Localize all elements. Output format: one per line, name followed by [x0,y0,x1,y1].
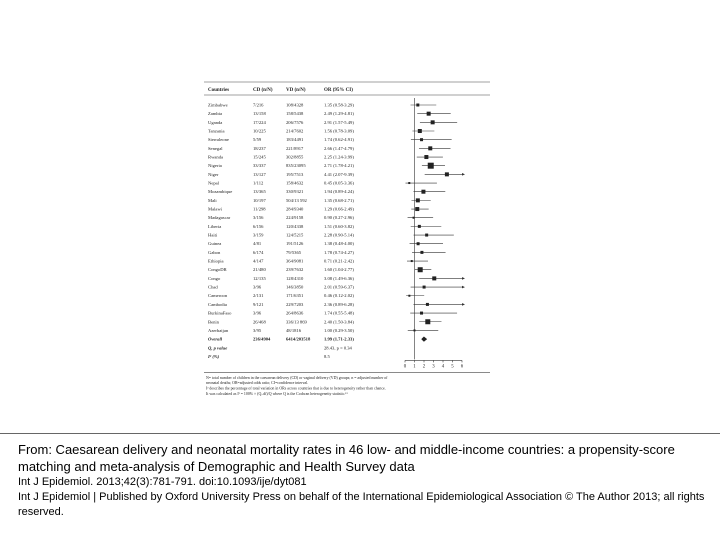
country-label: Senegal [208,145,223,151]
country-label: Congo [208,275,221,281]
i2-stat-label: I² (%) [208,353,220,359]
or-value: 1.38 (0.48-4.00) [324,241,354,247]
cd-value: 21/480 [253,267,266,273]
point-estimate [414,329,416,331]
cd-value: 7/216 [253,102,264,108]
or-value: 0.46 (0.12-2.02) [324,293,354,299]
vd-value: 128/4310 [286,275,304,281]
point-estimate [408,182,410,184]
vd-value: 48/1816 [286,327,302,333]
cd-value: 3/156 [253,215,264,221]
country-label: Benin [208,319,219,325]
vd-value: 229/7203 [286,301,304,307]
q-stat-label: Q, p value [208,345,228,351]
vd-value: 206/7576 [286,119,304,125]
vd-value: 158/4632 [286,180,304,186]
point-estimate [416,198,420,202]
vd-value: 108/4328 [286,102,304,108]
overall-cd: 236/4904 [253,336,271,342]
or-value: 1.29 (0.66-2.49) [324,206,354,212]
vd-value: 146/3850 [286,284,304,290]
vd-value: 158/5438 [286,111,304,117]
vd-value: 264/8636 [286,310,304,316]
caption-citation: Int J Epidemiol. 2013;42(3):781-791. doi:10.1093/ije/dyt081 [18,476,307,488]
vd-value: 183/4491 [286,137,304,143]
vd-value: 195/7513 [286,171,304,177]
country-label: Azerbaijan [208,327,229,333]
or-value: 3.08 (1.49-6.36) [324,275,354,281]
point-estimate [418,129,422,133]
cd-value: 13/365 [253,189,266,195]
country-label: Cameroon [208,293,228,299]
footnote-line: N= total number of children in the caesarean delivery (CD) or vaginal delivery (VD) groups; n = adjusted number of [206,375,388,380]
country-label: CongoDR [208,267,227,273]
cd-value: 33/337 [253,163,266,169]
or-value: 2.66 (1.47-4.79) [324,145,354,151]
point-estimate [425,234,428,237]
or-value: 0.45 (0.05-3.36) [324,180,354,186]
or-value: 2.28 (0.90-5.14) [324,232,354,238]
or-value: 2.40 (1.50-3.84) [324,319,354,325]
vd-value: 239/7632 [286,267,304,273]
point-estimate [420,138,423,141]
country-label: Zambia [208,111,223,117]
i2-stat-value: 8.5 [324,353,330,359]
or-value: 2.01 (0.59-6.37) [324,284,354,290]
country-label: Uganda [208,119,223,125]
ci-arrow [462,173,465,176]
or-value: 1.78 (0.74-4.27) [324,249,354,255]
ci-arrow [462,277,465,280]
country-label: Gabon [208,249,221,255]
cd-value: 4/81 [253,241,262,247]
country-label: Zimbabwe [208,102,228,108]
point-estimate [431,120,435,124]
or-value: 1.51 (0.60-3.82) [324,223,354,229]
cd-value: 6/174 [253,249,264,255]
vd-value: 330/9321 [286,189,304,195]
header-countries: Countries [208,88,230,93]
vd-value: 171/6351 [286,293,304,299]
point-estimate [420,312,423,315]
vd-value: 124/5215 [286,232,304,238]
or-value: 2.71 (1.78-4.21) [324,163,354,169]
country-label: Madagascar [208,215,231,221]
cd-value: 10/197 [253,197,266,203]
forest-plot [200,78,490,430]
x-tick-label: 4 [441,364,445,370]
cd-value: 15/245 [253,154,266,160]
overall-vd: 6414/203518 [286,336,311,342]
point-estimate [445,172,449,176]
point-estimate [420,251,423,254]
x-tick-label: 0 [403,364,407,370]
cd-value: 6/156 [253,223,264,229]
cd-value: 13/158 [253,111,266,117]
point-estimate [427,112,431,116]
country-label: Guinea [208,241,222,247]
or-value: 2.36 (0.89-6.28) [324,301,354,307]
caption-title: From: Caesarean delivery and neonatal mortality rates in 46 low- and middle-income countries: a propensity-score matching and meta-analysis of Demographic and Health Survey data [18,442,675,474]
vd-value: 504/13 592 [286,197,307,203]
country-label: Malawi [208,206,223,212]
x-tick-label: 5 [451,364,454,370]
cd-value: 3/95 [253,327,262,333]
x-tick-label: 3 [432,364,435,370]
point-estimate [418,225,421,228]
header-cd: CD (n/N) [253,88,273,93]
vd-value: 284/9340 [286,206,304,212]
overall-diamond [421,336,427,341]
cd-value: 2/131 [253,293,264,299]
point-estimate [428,146,432,150]
country-label: Haiti [208,232,218,238]
overall-label: Overall [208,336,223,342]
country-label: Cambodia [208,301,227,307]
or-value: 1.56 (0.78-3.09) [324,128,354,134]
vd-value: 79/5365 [286,249,302,255]
point-estimate [411,260,413,262]
cd-value: 18/237 [253,145,266,151]
cd-value: 26/468 [253,319,266,325]
vd-value: 224/9158 [286,215,304,221]
footnote-line: neonatal deaths; OR=adjusted odds ratio; CI=confidence interval. [206,381,309,386]
point-estimate [408,295,410,297]
or-value: 1.60 (1.04-2.77) [324,267,354,273]
header-or: OR (95% CI) [324,88,353,93]
footnote-line: It was calculated as I² = 100% × (Q–df)/Q where Q is the Cochran heterogeneity statistic.¹⁹ [206,391,348,396]
or-value: 2.25 (1.24-3.99) [324,154,354,160]
caption-block [18,441,708,520]
cd-value: 3/96 [253,310,262,316]
overall-or: 1.99 (1.71-2.33) [324,336,354,342]
vd-value: 835/23095 [286,163,306,169]
point-estimate [417,242,420,245]
cd-value: 10/225 [253,128,266,134]
header-vd: VD (n/N) [286,88,306,93]
or-value: 2.91 (1.57-5.49) [324,119,354,125]
country-label: Niger [208,171,219,177]
ci-arrow [462,303,465,306]
caption-divider [0,433,720,434]
vd-value: 214/7602 [286,128,304,134]
country-label: BurkinaFaso [208,310,232,316]
vd-value: 302/8855 [286,154,304,160]
country-label: Mali [208,197,217,203]
cd-value: 5/59 [253,137,262,143]
or-value: 0.71 (0.21-2.42) [324,258,354,264]
point-estimate [415,207,419,211]
vd-value: 120/4338 [286,223,304,229]
point-estimate [426,303,429,306]
point-estimate [421,190,425,194]
cd-value: 3/159 [253,232,264,238]
forest-plot-figure [200,78,490,430]
x-tick-label: 2 [422,364,426,370]
vd-value: 221/8917 [286,145,304,151]
point-estimate [413,217,415,219]
point-estimate [428,163,434,169]
country-label: Tanzania [208,128,225,134]
country-label: Nepal [208,180,219,186]
or-value: 2.49 (1.29-4.81) [324,111,354,117]
vd-value: 364/9081 [286,258,304,264]
cd-value: 4/147 [253,258,264,264]
country-label: Nigeria [208,163,222,169]
vd-value: 191/5126 [286,241,304,247]
or-value: 1.35 (0.68-2.71) [324,197,354,203]
vd-value: 336/13 869 [286,319,307,325]
cd-value: 11/298 [253,206,266,212]
q-stat-value: 28.43, p = 0.34 [324,345,352,351]
country-label: Mozambique [208,189,233,195]
x-tick-label: 6 [460,364,464,370]
point-estimate [432,276,436,280]
point-estimate [423,286,426,289]
cd-value: 3/96 [253,284,262,290]
cd-value: 1/112 [253,180,264,186]
country-label: Ethiopia [208,258,224,264]
or-value: 1.74 (0.62-4.91) [324,137,354,143]
or-value: 1.35 (0.58-3.29) [324,102,354,108]
caption-publisher: Int J Epidemiol | Published by Oxford University Press on behalf of the International Epidemiological Association © The Author 2013; all rights reserved. [18,491,705,518]
x-tick-label: 1 [413,364,416,370]
country-label: Rwanda [208,154,224,160]
footnote-line: I² describes the percentage of total variation in ORs across countries that is due to heterogeneity rather than chance. [206,386,386,391]
point-estimate [416,104,419,107]
cd-value: 13/127 [253,171,266,177]
ci-arrow [462,286,465,289]
or-value: 1.74 (0.55-5.48) [324,310,354,316]
or-value: 0.90 (0.27-2.96) [324,215,354,221]
country-label: Liberia [208,223,222,229]
point-estimate [425,319,430,324]
cd-value: 12/135 [253,275,266,281]
or-value: 1.00 (0.29-3.50) [324,327,354,333]
cd-value: 17/224 [253,119,266,125]
or-value: 1.94 (0.89-4.24) [324,189,354,195]
country-label: Sierraleone [208,137,229,143]
country-label: Chad [208,284,218,290]
cd-value: 9/121 [253,301,264,307]
point-estimate [424,155,428,159]
or-value: 4.41 (2.07-9.39) [324,171,354,177]
point-estimate [418,267,423,272]
